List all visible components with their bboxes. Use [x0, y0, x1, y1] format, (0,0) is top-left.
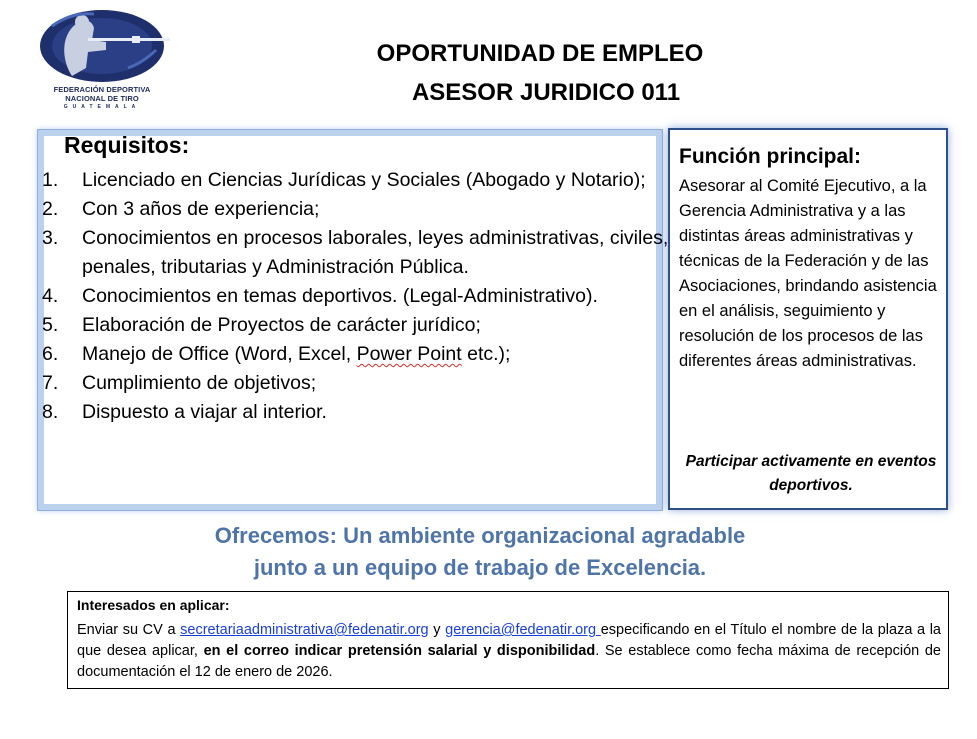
list-item-text: Licenciado en Ciencias Jurídicas y Sociales (Abogado y Notario);	[82, 169, 646, 191]
gerencia-email-link[interactable]: gerencia@fedenatir.org	[445, 622, 601, 638]
list-item-text: Dispuesto a viajar al interior.	[82, 401, 327, 423]
list-item-number: 4.	[42, 285, 59, 307]
list-item	[42, 398, 672, 427]
list-item-text: Elaboración de Proyectos de carácter jurídico;	[82, 314, 481, 336]
secretaria-email-link[interactable]: secretariaadministrativa@fedenatir.org	[180, 622, 429, 638]
list-item-text: Conocimientos en procesos laborales, leyes administrativas, civiles, penales, tributarias y Administración Pública.	[82, 227, 669, 278]
page-subtitle: ASESOR JURIDICO 011	[411, 79, 681, 106]
function-description: Asesorar al Comité Ejecutivo, a la Gerencia Administrativa y a las distintas áreas administrativas y técnicas de la Federación y de las Asociaciones, brindando asistencia en el análisis, seguimiento y resolución de los procesos de las diferentes áreas administrativas.	[679, 177, 937, 370]
apply-bold-text: en el correo indicar pretensión salarial y disponibilidad	[203, 643, 596, 659]
list-item-text	[82, 340, 672, 369]
list-item-number: 8.	[42, 401, 59, 423]
shooter-emblem-icon	[32, 6, 172, 86]
list-item-number: 5.	[42, 314, 59, 336]
function-title: Función principal:	[679, 145, 861, 168]
spellcheck-underlined-text: Power Point	[356, 343, 462, 365]
list-item	[42, 311, 672, 340]
list-item	[42, 166, 672, 195]
list-item-text: Con 3 años de experiencia;	[82, 198, 320, 220]
list-item	[42, 282, 672, 311]
list-item	[42, 224, 672, 282]
apply-title: Interesados en aplicar:	[77, 597, 230, 613]
list-item-text-part: Manejo de Office (Word, Excel,	[82, 343, 357, 365]
list-item-number: 1.	[42, 169, 59, 191]
apply-text: y	[428, 622, 446, 638]
offer-statement	[120, 520, 840, 584]
requirements-title: Requisitos:	[64, 132, 190, 158]
list-item-number: 2.	[42, 198, 59, 220]
apply-text: especificando en el Título el nombre de la plaza a la que desea aplicar,	[77, 622, 941, 659]
logo-text-line2: NACIONAL DE TIRO	[65, 94, 139, 103]
logo-text-line1: FEDERACIÓN DEPORTIVA	[53, 85, 151, 94]
list-item	[42, 340, 672, 369]
apply-text: Enviar su CV a	[77, 622, 181, 638]
list-item-text-part: etc.);	[461, 343, 511, 365]
offer-line1: Ofrecemos: Un ambiente organizacional agradable	[214, 523, 746, 548]
federation-logo	[32, 6, 172, 110]
list-item-text: Conocimientos en temas deportivos. (Legal-Administrativo).	[82, 285, 598, 307]
apply-instructions	[77, 620, 941, 683]
list-item-number: 3.	[42, 227, 59, 249]
logo-text-line3: GUATEMALA	[63, 104, 141, 110]
apply-text: . Se establece como fecha máxima de recepción de documentación el 12 de enero de 2026.	[77, 643, 941, 680]
list-item-number: 7.	[42, 372, 59, 394]
page-title: OPORTUNIDAD DE EMPLEO	[376, 40, 704, 67]
list-item	[42, 369, 672, 398]
requirements-list	[42, 166, 672, 427]
function-note: Participar activamente en eventos deportivos.	[685, 453, 937, 494]
offer-line2: junto a un equipo de trabajo de Excelencia.	[253, 555, 707, 580]
list-item	[42, 195, 672, 224]
list-item-number: 6.	[42, 343, 59, 365]
list-item-text: Cumplimiento de objetivos;	[82, 372, 317, 394]
